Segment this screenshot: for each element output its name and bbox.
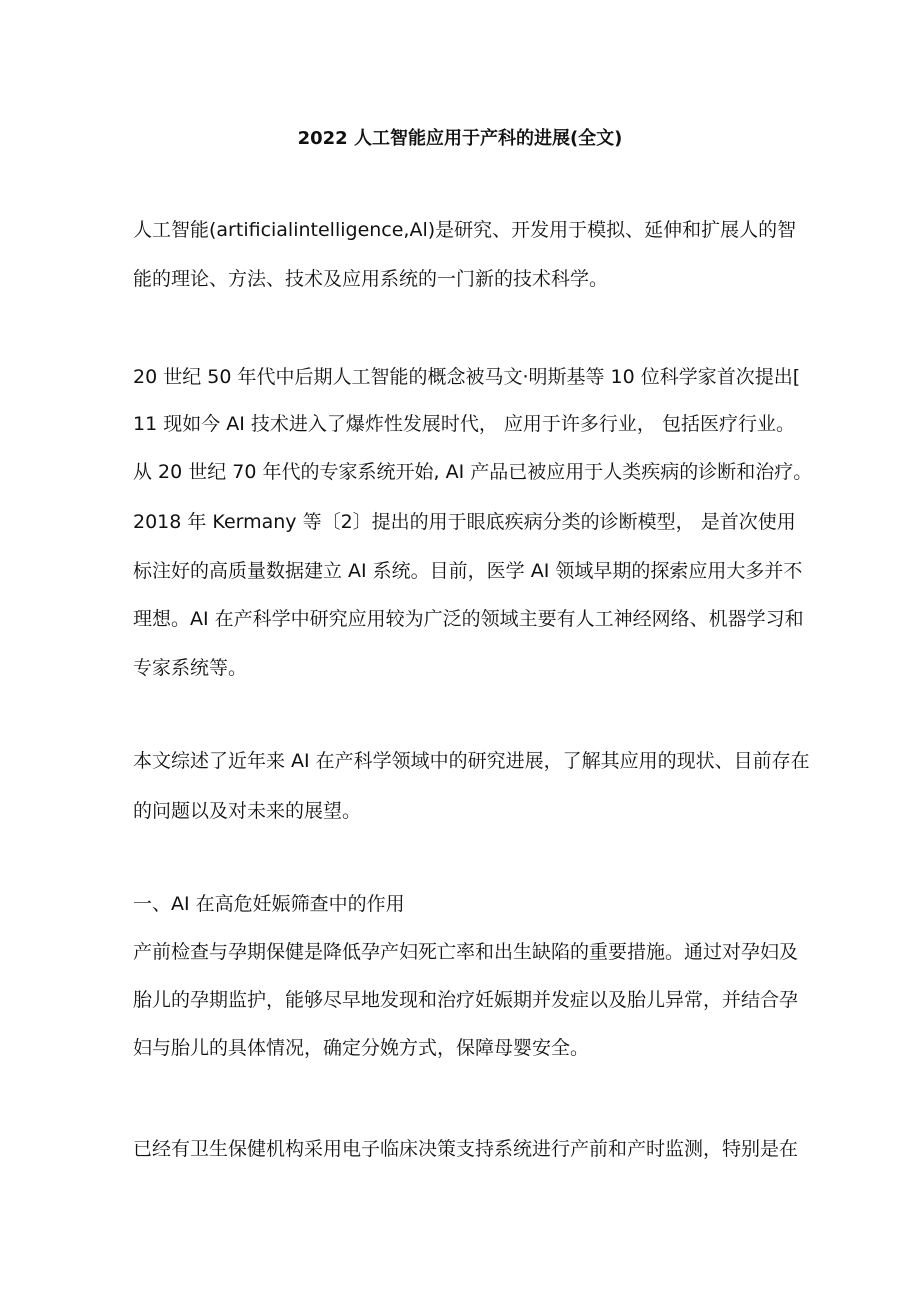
- paragraph-5-line-1: 已经有卫生保健机构采用电子临床决策支持系统进行产前和产时监测，特别是在: [133, 1138, 799, 1160]
- section-1-heading: 一、AI 在高危妊娠筛查中的作用: [133, 893, 405, 915]
- paragraph-2-line-7: 专家系统等。: [133, 657, 248, 679]
- paragraph-2-line-1: 20 世纪 50 年代中后期人工智能的概念被马文·明斯基等 10 位科学家首次提出[: [133, 366, 801, 388]
- paragraph-4-line-2: 胎儿的孕期监护，能够尽早地发现和治疗妊娠期并发症以及胎儿异常，并结合孕: [133, 989, 799, 1011]
- paragraph-1-line-2: 能的理论、方法、技术及应用系统的一门新的技术科学。: [133, 268, 609, 290]
- document-title: 2022 人工智能应用于产科的进展(全文): [297, 128, 623, 149]
- paragraph-2-line-3: 从 20 世纪 70 年代的专家系统开始, AI 产品已被应用于人类疾病的诊断和治疗。: [133, 461, 813, 483]
- paragraph-2-line-4: 2018 年 Kermany 等〔2〕提出的用于眼底疾病分类的诊断模型， 是首次使用: [133, 511, 796, 533]
- paragraph-2-line-6: 理想。AI 在产科学中研究应用较为广泛的领域主要有人工神经网络、机器学习和: [133, 608, 804, 630]
- paragraph-2-line-5: 标注好的高质量数据建立 AI 系统。目前，医学 AI 领域早期的探索应用大多并不: [133, 560, 803, 582]
- paragraph-4-line-1: 产前检查与孕期保健是降低孕产妇死亡率和出生缺陷的重要措施。通过对孕妇及: [133, 941, 799, 963]
- paragraph-4-line-3: 妇与胎儿的具体情况，确定分娩方式，保障母婴安全。: [133, 1037, 590, 1059]
- paragraph-3-line-2: 的问题以及对未来的展望。: [133, 800, 362, 822]
- paragraph-3-line-1: 本文综述了近年来 AI 在产科学领域中的研究进展，了解其应用的现状、目前存在: [133, 750, 810, 772]
- paragraph-2-line-2: 11 现如今 AI 技术进入了爆炸性发展时代， 应用于许多行业， 包括医疗行业。: [133, 413, 795, 435]
- paragraph-1-line-1: 人工智能(artificialintelligence,Al)是研究、开发用于模拟、延伸和扩展人的智: [133, 219, 797, 241]
